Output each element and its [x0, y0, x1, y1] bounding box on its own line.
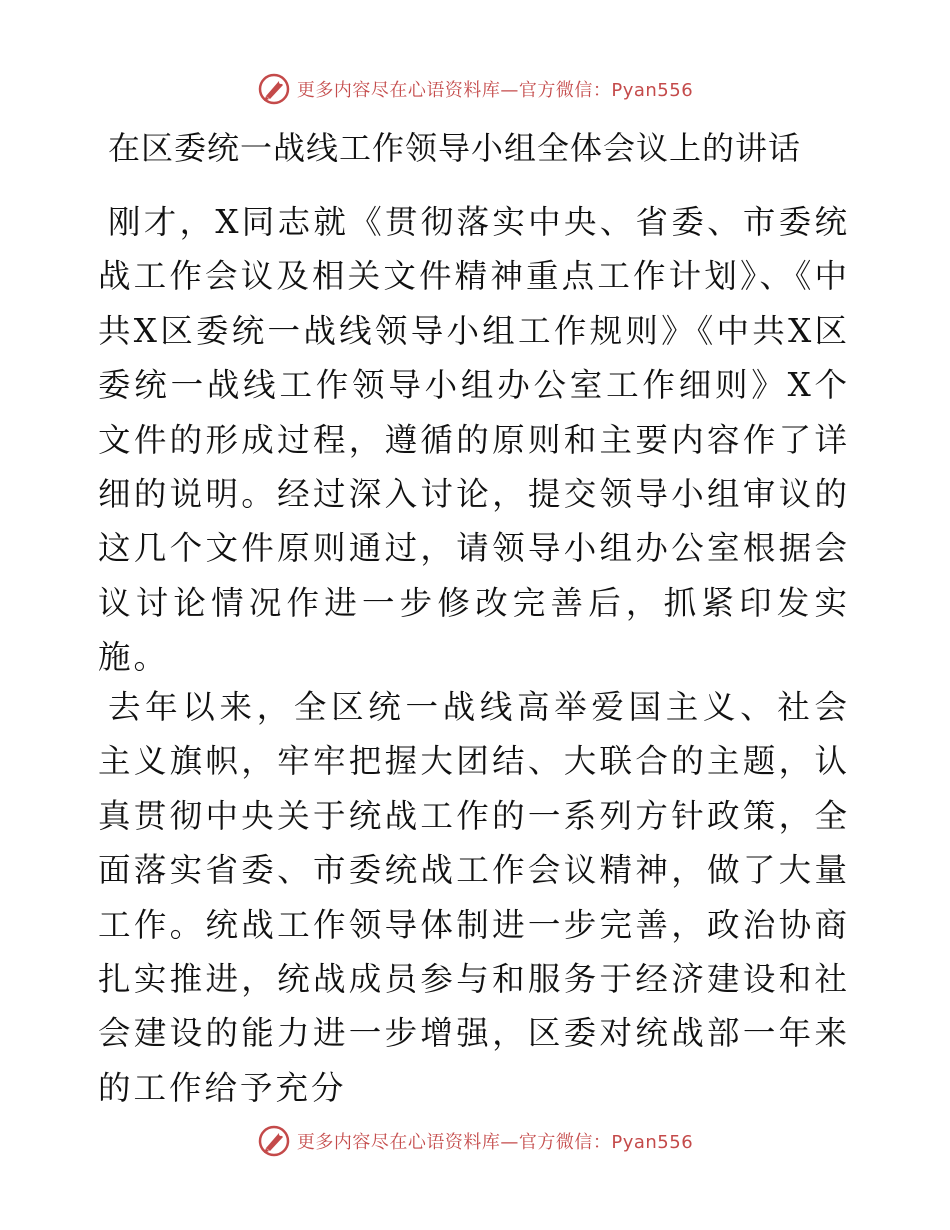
paragraph-1: 刚才，X同志就《贯彻落实中央、省委、市委统战工作会议及相关文件精神重点工作计划》、《中共X区委统一战线领导小组工作规则》《中共X区委统一战线工作领导小组办公室工作细则》X个文件的形成过程，遵循的原则和主要内容作了详细的说明。经过深入讨论，提交领导小组审议的这几个文件原则通过，请领导小组办公室根据会议讨论情况作进一步修改完善后，抓紧印发实施。	[98, 203, 850, 677]
pen-logo-icon	[257, 1124, 291, 1158]
watermark-text: 更多内容尽在心语资料库—官方微信：Pyan556	[296, 1132, 694, 1153]
document-title: 在区委统一战线工作领导小组全体会议上的讲话	[108, 129, 802, 167]
watermark-text: 更多内容尽在心语资料库—官方微信：Pyan556	[296, 80, 694, 101]
pen-logo-icon	[257, 72, 291, 106]
paragraph-2: 去年以来，全区统一战线高举爱国主义、社会主义旗帜，牢牢把握大团结、大联合的主题，认真贯彻中央关于统战工作的一系列方针政策，全面落实省委、市委统战工作会议精神，做了大量工作。统战工作领导体制进一步完善，政治协商扎实推进，统战成员参与和服务于经济建设和社会建设的能力进一步增强，区委对统战部一年来的工作给予充分	[98, 688, 850, 1107]
watermark-banner-bottom	[0, 1124, 950, 1158]
watermark-banner-top	[0, 72, 950, 106]
